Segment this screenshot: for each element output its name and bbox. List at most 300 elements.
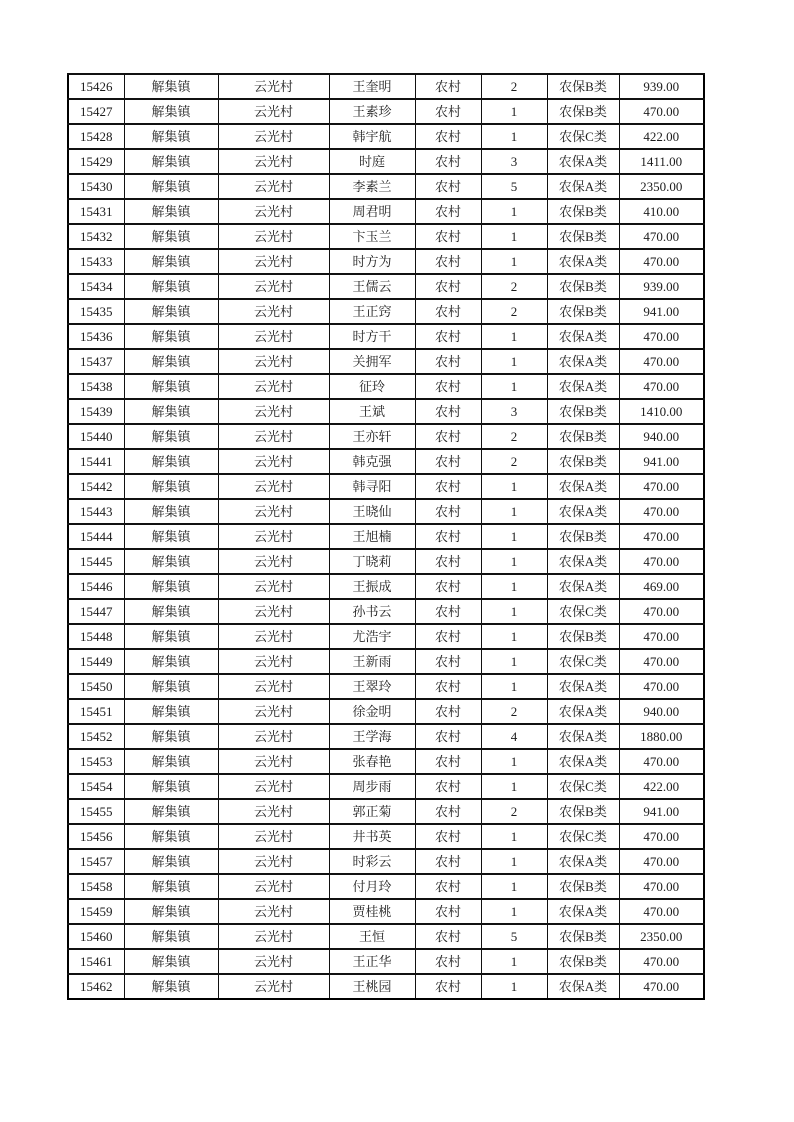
cell-record-id: 15462: [68, 974, 124, 999]
cell-insurance-category: 农保B类: [547, 949, 619, 974]
cell-village: 云光村: [218, 174, 329, 199]
cell-record-id: 15439: [68, 399, 124, 424]
cell-insurance-category: 农保B类: [547, 449, 619, 474]
cell-village: 云光村: [218, 924, 329, 949]
cell-amount: 1410.00: [619, 399, 704, 424]
cell-record-id: 15430: [68, 174, 124, 199]
cell-town: 解集镇: [124, 399, 218, 424]
cell-amount: 422.00: [619, 124, 704, 149]
cell-insurance-category: 农保B类: [547, 624, 619, 649]
cell-town: 解集镇: [124, 274, 218, 299]
cell-village: 云光村: [218, 274, 329, 299]
cell-insurance-category: 农保B类: [547, 99, 619, 124]
cell-person-name: 王素珍: [329, 99, 415, 124]
cell-record-id: 15456: [68, 824, 124, 849]
cell-village: 云光村: [218, 799, 329, 824]
cell-person-name: 韩克强: [329, 449, 415, 474]
table-row: [68, 549, 704, 574]
cell-record-id: 15454: [68, 774, 124, 799]
cell-record-id: 15455: [68, 799, 124, 824]
cell-village: 云光村: [218, 149, 329, 174]
cell-person-name: 韩宇航: [329, 124, 415, 149]
cell-person-count: 1: [481, 649, 547, 674]
cell-residence-type: 农村: [415, 649, 481, 674]
cell-village: 云光村: [218, 349, 329, 374]
cell-residence-type: 农村: [415, 724, 481, 749]
cell-residence-type: 农村: [415, 99, 481, 124]
cell-person-count: 1: [481, 224, 547, 249]
cell-person-name: 丁晓莉: [329, 549, 415, 574]
cell-person-name: 尤浩宇: [329, 624, 415, 649]
cell-record-id: 15446: [68, 574, 124, 599]
cell-town: 解集镇: [124, 499, 218, 524]
cell-person-count: 1: [481, 249, 547, 274]
table-row: [68, 174, 704, 199]
table-row: [68, 574, 704, 599]
cell-amount: 470.00: [619, 349, 704, 374]
cell-person-name: 王旭楠: [329, 524, 415, 549]
cell-amount: 469.00: [619, 574, 704, 599]
cell-insurance-category: 农保B类: [547, 399, 619, 424]
table-row: [68, 74, 704, 99]
table-row: [68, 799, 704, 824]
cell-amount: 939.00: [619, 274, 704, 299]
cell-person-name: 李素兰: [329, 174, 415, 199]
cell-person-count: 1: [481, 549, 547, 574]
cell-town: 解集镇: [124, 799, 218, 824]
cell-amount: 470.00: [619, 649, 704, 674]
cell-village: 云光村: [218, 549, 329, 574]
cell-amount: 2350.00: [619, 174, 704, 199]
cell-village: 云光村: [218, 524, 329, 549]
cell-insurance-category: 农保A类: [547, 849, 619, 874]
cell-village: 云光村: [218, 699, 329, 724]
cell-person-name: 王正华: [329, 949, 415, 974]
cell-town: 解集镇: [124, 674, 218, 699]
cell-record-id: 15445: [68, 549, 124, 574]
cell-village: 云光村: [218, 824, 329, 849]
cell-person-count: 2: [481, 299, 547, 324]
cell-residence-type: 农村: [415, 349, 481, 374]
cell-residence-type: 农村: [415, 924, 481, 949]
table-row: [68, 699, 704, 724]
cell-person-count: 1: [481, 524, 547, 549]
cell-village: 云光村: [218, 599, 329, 624]
table-row: [68, 149, 704, 174]
cell-town: 解集镇: [124, 824, 218, 849]
cell-person-name: 郭正菊: [329, 799, 415, 824]
cell-amount: 470.00: [619, 974, 704, 999]
table-row: [68, 649, 704, 674]
table-row: [68, 749, 704, 774]
cell-person-name: 贾桂桃: [329, 899, 415, 924]
cell-residence-type: 农村: [415, 224, 481, 249]
cell-insurance-category: 农保A类: [547, 674, 619, 699]
cell-residence-type: 农村: [415, 574, 481, 599]
cell-residence-type: 农村: [415, 249, 481, 274]
cell-town: 解集镇: [124, 349, 218, 374]
cell-record-id: 15427: [68, 99, 124, 124]
cell-amount: 470.00: [619, 224, 704, 249]
cell-residence-type: 农村: [415, 774, 481, 799]
cell-record-id: 15434: [68, 274, 124, 299]
cell-village: 云光村: [218, 674, 329, 699]
cell-person-name: 时方干: [329, 324, 415, 349]
cell-town: 解集镇: [124, 224, 218, 249]
cell-person-count: 2: [481, 799, 547, 824]
cell-residence-type: 农村: [415, 74, 481, 99]
cell-amount: 470.00: [619, 749, 704, 774]
cell-village: 云光村: [218, 574, 329, 599]
table-row: [68, 224, 704, 249]
cell-residence-type: 农村: [415, 274, 481, 299]
table-row: [68, 299, 704, 324]
cell-person-name: 王奎明: [329, 74, 415, 99]
cell-residence-type: 农村: [415, 749, 481, 774]
cell-record-id: 15438: [68, 374, 124, 399]
cell-person-name: 王斌: [329, 399, 415, 424]
cell-person-count: 1: [481, 324, 547, 349]
cell-record-id: 15461: [68, 949, 124, 974]
cell-person-name: 王桃园: [329, 974, 415, 999]
cell-person-count: 1: [481, 824, 547, 849]
cell-residence-type: 农村: [415, 974, 481, 999]
cell-residence-type: 农村: [415, 474, 481, 499]
table-row: [68, 274, 704, 299]
cell-insurance-category: 农保B类: [547, 524, 619, 549]
table-row: [68, 399, 704, 424]
table-body: [68, 74, 704, 999]
cell-person-count: 1: [481, 199, 547, 224]
cell-amount: 470.00: [619, 99, 704, 124]
cell-village: 云光村: [218, 399, 329, 424]
cell-person-name: 征玲: [329, 374, 415, 399]
cell-insurance-category: 农保B类: [547, 424, 619, 449]
cell-person-name: 王儒云: [329, 274, 415, 299]
cell-insurance-category: 农保A类: [547, 474, 619, 499]
cell-insurance-category: 农保A类: [547, 499, 619, 524]
cell-amount: 1880.00: [619, 724, 704, 749]
cell-person-count: 1: [481, 374, 547, 399]
cell-record-id: 15460: [68, 924, 124, 949]
cell-insurance-category: 农保A类: [547, 974, 619, 999]
cell-village: 云光村: [218, 849, 329, 874]
cell-insurance-category: 农保C类: [547, 824, 619, 849]
cell-insurance-category: 农保A类: [547, 149, 619, 174]
cell-insurance-category: 农保A类: [547, 724, 619, 749]
cell-residence-type: 农村: [415, 549, 481, 574]
cell-insurance-category: 农保B类: [547, 199, 619, 224]
pension-roster-table: [67, 73, 705, 1000]
cell-amount: 470.00: [619, 499, 704, 524]
cell-town: 解集镇: [124, 849, 218, 874]
cell-person-name: 关拥军: [329, 349, 415, 374]
cell-insurance-category: 农保C类: [547, 124, 619, 149]
cell-village: 云光村: [218, 124, 329, 149]
cell-town: 解集镇: [124, 699, 218, 724]
cell-town: 解集镇: [124, 599, 218, 624]
cell-town: 解集镇: [124, 74, 218, 99]
cell-insurance-category: 农保B类: [547, 74, 619, 99]
cell-village: 云光村: [218, 199, 329, 224]
cell-person-name: 周步雨: [329, 774, 415, 799]
cell-town: 解集镇: [124, 374, 218, 399]
cell-record-id: 15432: [68, 224, 124, 249]
cell-residence-type: 农村: [415, 399, 481, 424]
cell-person-name: 孙书云: [329, 599, 415, 624]
cell-person-count: 1: [481, 774, 547, 799]
cell-person-name: 王新雨: [329, 649, 415, 674]
cell-person-name: 王翠玲: [329, 674, 415, 699]
cell-amount: 422.00: [619, 774, 704, 799]
cell-amount: 470.00: [619, 824, 704, 849]
cell-residence-type: 农村: [415, 149, 481, 174]
cell-insurance-category: 农保A类: [547, 749, 619, 774]
cell-amount: 470.00: [619, 624, 704, 649]
cell-amount: 1411.00: [619, 149, 704, 174]
cell-amount: 939.00: [619, 74, 704, 99]
cell-amount: 470.00: [619, 524, 704, 549]
cell-residence-type: 农村: [415, 849, 481, 874]
cell-person-name: 王恒: [329, 924, 415, 949]
cell-residence-type: 农村: [415, 874, 481, 899]
cell-insurance-category: 农保A类: [547, 324, 619, 349]
cell-person-count: 2: [481, 699, 547, 724]
cell-person-count: 1: [481, 974, 547, 999]
cell-person-count: 5: [481, 924, 547, 949]
cell-person-name: 王正窍: [329, 299, 415, 324]
cell-town: 解集镇: [124, 974, 218, 999]
cell-amount: 2350.00: [619, 924, 704, 949]
cell-residence-type: 农村: [415, 374, 481, 399]
cell-person-count: 1: [481, 499, 547, 524]
cell-insurance-category: 农保A类: [547, 374, 619, 399]
cell-record-id: 15429: [68, 149, 124, 174]
table-row: [68, 924, 704, 949]
cell-person-count: 1: [481, 349, 547, 374]
cell-insurance-category: 农保B类: [547, 299, 619, 324]
table-row: [68, 849, 704, 874]
cell-person-count: 1: [481, 874, 547, 899]
cell-village: 云光村: [218, 474, 329, 499]
cell-person-name: 卞玉兰: [329, 224, 415, 249]
cell-town: 解集镇: [124, 474, 218, 499]
cell-town: 解集镇: [124, 99, 218, 124]
cell-residence-type: 农村: [415, 699, 481, 724]
cell-residence-type: 农村: [415, 824, 481, 849]
cell-record-id: 15443: [68, 499, 124, 524]
cell-town: 解集镇: [124, 449, 218, 474]
cell-insurance-category: 农保B类: [547, 224, 619, 249]
cell-residence-type: 农村: [415, 324, 481, 349]
cell-record-id: 15449: [68, 649, 124, 674]
cell-person-count: 5: [481, 174, 547, 199]
cell-person-name: 付月玲: [329, 874, 415, 899]
cell-insurance-category: 农保A类: [547, 899, 619, 924]
cell-person-count: 2: [481, 424, 547, 449]
cell-person-count: 1: [481, 574, 547, 599]
cell-person-count: 1: [481, 474, 547, 499]
cell-village: 云光村: [218, 499, 329, 524]
cell-record-id: 15457: [68, 849, 124, 874]
cell-town: 解集镇: [124, 549, 218, 574]
cell-town: 解集镇: [124, 899, 218, 924]
cell-record-id: 15459: [68, 899, 124, 924]
cell-insurance-category: 农保C类: [547, 774, 619, 799]
cell-person-count: 1: [481, 849, 547, 874]
cell-amount: 470.00: [619, 474, 704, 499]
cell-person-name: 时彩云: [329, 849, 415, 874]
cell-residence-type: 农村: [415, 674, 481, 699]
cell-insurance-category: 农保A类: [547, 249, 619, 274]
cell-amount: 470.00: [619, 849, 704, 874]
cell-village: 云光村: [218, 624, 329, 649]
cell-residence-type: 农村: [415, 624, 481, 649]
table-row: [68, 449, 704, 474]
cell-village: 云光村: [218, 449, 329, 474]
cell-person-name: 王学海: [329, 724, 415, 749]
cell-residence-type: 农村: [415, 424, 481, 449]
cell-person-count: 1: [481, 949, 547, 974]
cell-town: 解集镇: [124, 774, 218, 799]
cell-amount: 941.00: [619, 799, 704, 824]
table-row: [68, 899, 704, 924]
cell-town: 解集镇: [124, 299, 218, 324]
cell-village: 云光村: [218, 424, 329, 449]
table-row: [68, 324, 704, 349]
cell-person-count: 2: [481, 449, 547, 474]
cell-insurance-category: 农保C类: [547, 599, 619, 624]
cell-amount: 470.00: [619, 874, 704, 899]
cell-town: 解集镇: [124, 649, 218, 674]
table-row: [68, 524, 704, 549]
cell-person-name: 王亦轩: [329, 424, 415, 449]
cell-town: 解集镇: [124, 149, 218, 174]
cell-residence-type: 农村: [415, 199, 481, 224]
cell-record-id: 15448: [68, 624, 124, 649]
cell-town: 解集镇: [124, 124, 218, 149]
table-row: [68, 874, 704, 899]
cell-record-id: 15431: [68, 199, 124, 224]
cell-residence-type: 农村: [415, 899, 481, 924]
cell-insurance-category: 农保C类: [547, 649, 619, 674]
cell-amount: 470.00: [619, 549, 704, 574]
cell-town: 解集镇: [124, 949, 218, 974]
cell-residence-type: 农村: [415, 449, 481, 474]
cell-amount: 470.00: [619, 374, 704, 399]
cell-record-id: 15436: [68, 324, 124, 349]
cell-insurance-category: 农保A类: [547, 174, 619, 199]
cell-person-count: 1: [481, 749, 547, 774]
cell-record-id: 15451: [68, 699, 124, 724]
cell-town: 解集镇: [124, 424, 218, 449]
cell-town: 解集镇: [124, 249, 218, 274]
cell-person-count: 1: [481, 124, 547, 149]
cell-insurance-category: 农保B类: [547, 924, 619, 949]
cell-residence-type: 农村: [415, 299, 481, 324]
cell-town: 解集镇: [124, 724, 218, 749]
table-row: [68, 424, 704, 449]
cell-insurance-category: 农保B类: [547, 274, 619, 299]
cell-village: 云光村: [218, 949, 329, 974]
cell-residence-type: 农村: [415, 599, 481, 624]
cell-record-id: 15426: [68, 74, 124, 99]
table-row: [68, 199, 704, 224]
cell-residence-type: 农村: [415, 124, 481, 149]
cell-insurance-category: 农保A类: [547, 699, 619, 724]
cell-record-id: 15447: [68, 599, 124, 624]
cell-village: 云光村: [218, 74, 329, 99]
cell-person-count: 1: [481, 674, 547, 699]
cell-insurance-category: 农保B类: [547, 799, 619, 824]
cell-record-id: 15440: [68, 424, 124, 449]
cell-record-id: 15452: [68, 724, 124, 749]
cell-person-name: 时方为: [329, 249, 415, 274]
cell-town: 解集镇: [124, 924, 218, 949]
cell-village: 云光村: [218, 324, 329, 349]
cell-person-count: 1: [481, 99, 547, 124]
table-row: [68, 774, 704, 799]
cell-town: 解集镇: [124, 624, 218, 649]
cell-person-name: 王晓仙: [329, 499, 415, 524]
cell-insurance-category: 农保A类: [547, 574, 619, 599]
table-row: [68, 724, 704, 749]
cell-record-id: 15458: [68, 874, 124, 899]
table-row: [68, 824, 704, 849]
cell-person-name: 时庭: [329, 149, 415, 174]
cell-person-name: 徐金明: [329, 699, 415, 724]
cell-town: 解集镇: [124, 324, 218, 349]
cell-record-id: 15435: [68, 299, 124, 324]
cell-town: 解集镇: [124, 749, 218, 774]
cell-person-count: 4: [481, 724, 547, 749]
cell-village: 云光村: [218, 874, 329, 899]
cell-amount: 470.00: [619, 674, 704, 699]
table-row: [68, 599, 704, 624]
cell-town: 解集镇: [124, 574, 218, 599]
cell-record-id: 15441: [68, 449, 124, 474]
cell-insurance-category: 农保B类: [547, 874, 619, 899]
cell-amount: 470.00: [619, 249, 704, 274]
cell-residence-type: 农村: [415, 174, 481, 199]
cell-village: 云光村: [218, 99, 329, 124]
cell-amount: 470.00: [619, 949, 704, 974]
cell-village: 云光村: [218, 724, 329, 749]
cell-record-id: 15437: [68, 349, 124, 374]
table-row: [68, 474, 704, 499]
cell-amount: 940.00: [619, 699, 704, 724]
cell-insurance-category: 农保A类: [547, 349, 619, 374]
cell-record-id: 15428: [68, 124, 124, 149]
table-row: [68, 974, 704, 999]
cell-record-id: 15453: [68, 749, 124, 774]
cell-person-count: 1: [481, 899, 547, 924]
cell-town: 解集镇: [124, 174, 218, 199]
cell-village: 云光村: [218, 299, 329, 324]
cell-amount: 410.00: [619, 199, 704, 224]
table-row: [68, 349, 704, 374]
cell-village: 云光村: [218, 774, 329, 799]
cell-residence-type: 农村: [415, 499, 481, 524]
cell-village: 云光村: [218, 899, 329, 924]
cell-residence-type: 农村: [415, 799, 481, 824]
cell-person-count: 2: [481, 274, 547, 299]
table-row: [68, 674, 704, 699]
cell-record-id: 15450: [68, 674, 124, 699]
cell-person-count: 1: [481, 599, 547, 624]
cell-person-name: 韩寻阳: [329, 474, 415, 499]
table-row: [68, 949, 704, 974]
